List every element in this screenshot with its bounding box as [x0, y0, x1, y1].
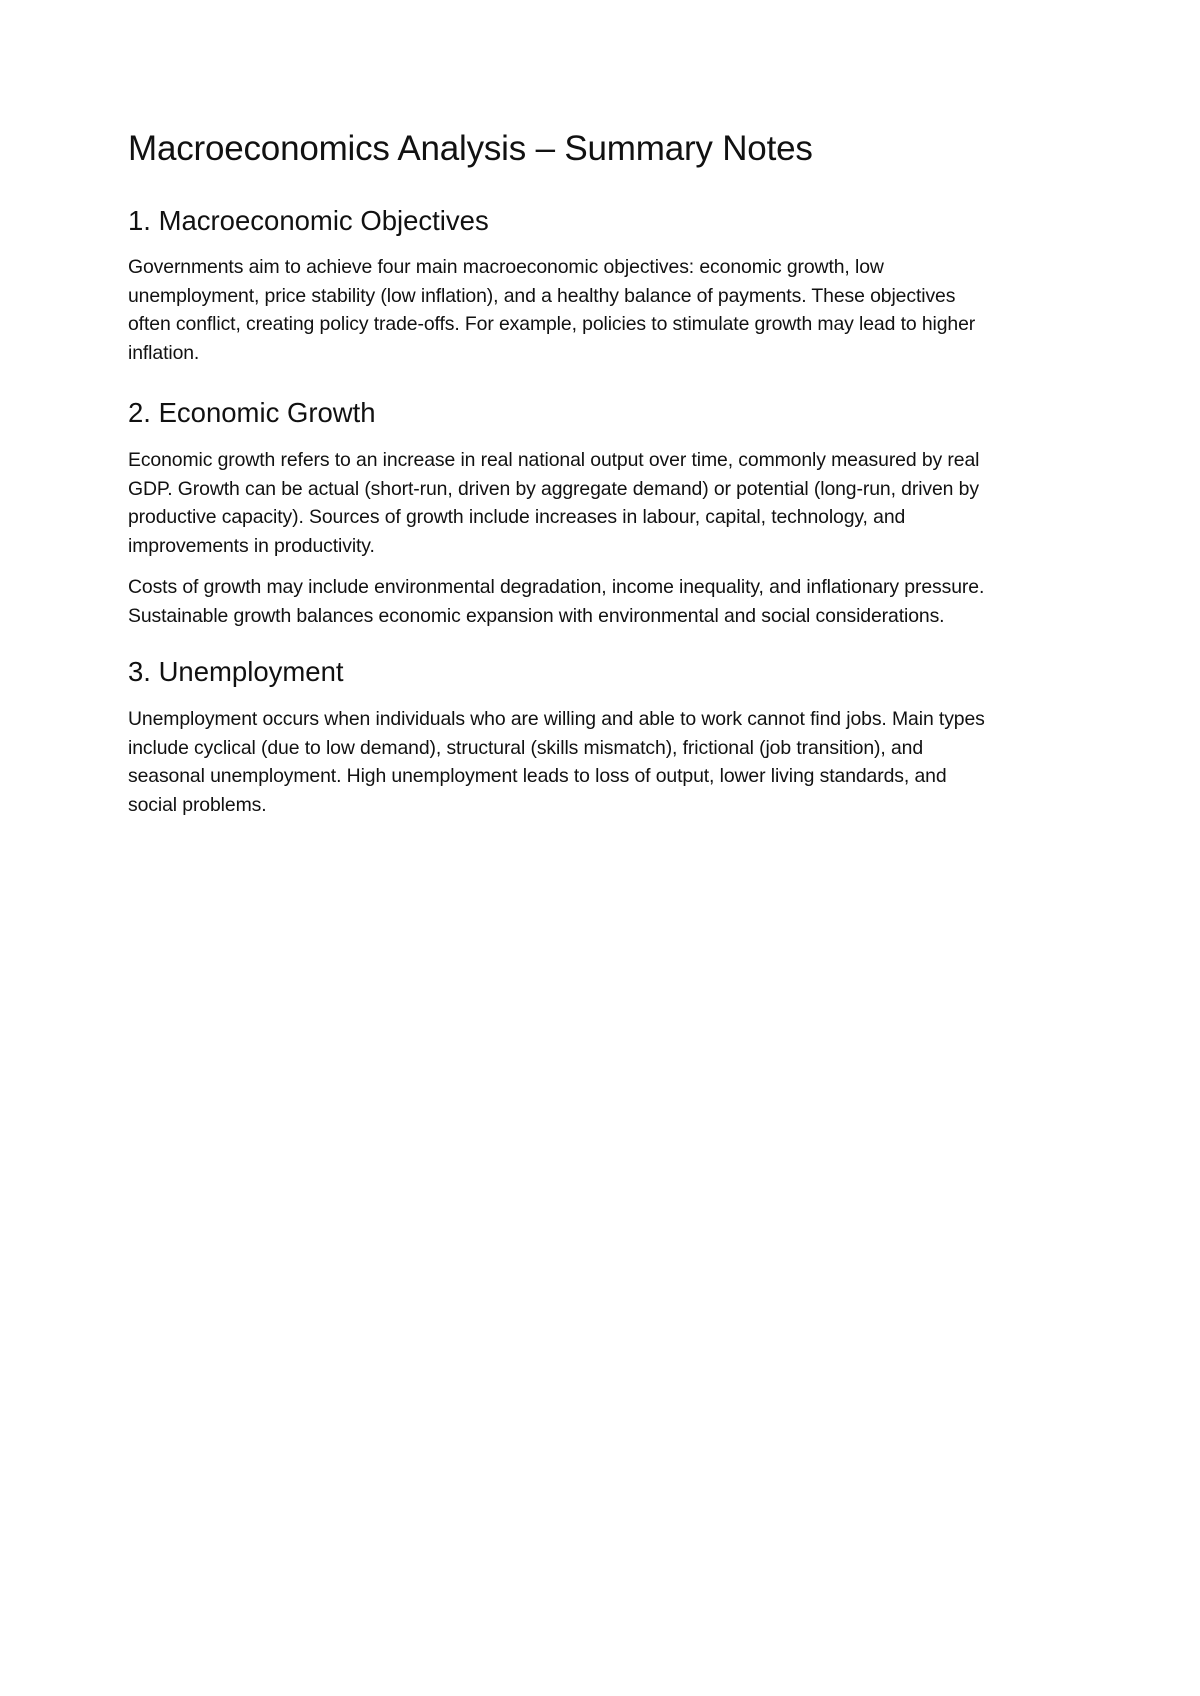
paragraph-objectives — [128, 253, 1092, 367]
paragraph-line: Costs of growth may include environmental degradation, income inequality, and inflationary pressure. — [128, 576, 985, 598]
paragraph-line: inflation. — [128, 341, 200, 364]
paragraph-growth-definition — [128, 446, 1092, 560]
paragraph-line: improvements in productivity. — [128, 534, 375, 557]
paragraph-line: Unemployment occurs when individuals who are willing and able to work cannot find jobs. Main types — [128, 708, 985, 730]
paragraph-line: Governments aim to achieve four main macroeconomic objectives: economic growth, low — [128, 256, 884, 278]
paragraph-line: often conflict, creating policy trade-offs. For example, policies to stimulate growth may lead to higher — [128, 313, 976, 336]
paragraph-line: social problems. — [128, 793, 267, 816]
section-heading-economic-growth: 2. Economic Growth — [128, 397, 376, 428]
paragraph-growth-costs — [128, 573, 1092, 630]
paragraph-line: unemployment, price stability (low inflation), and a healthy balance of payments. These objectives — [128, 284, 956, 307]
paragraph-line: productive capacity). Sources of growth include increases in labour, capital, technology, and — [128, 506, 906, 529]
paragraph-line: GDP. Growth can be actual (short-run, driven by aggregate demand) or potential (long-run, driven by — [128, 477, 979, 500]
paragraph-line: Economic growth refers to an increase in real national output over time, commonly measured by real — [128, 449, 980, 471]
paragraph-line: Sustainable growth balances economic expansion with environmental and social considerations. — [128, 604, 945, 627]
paragraph-unemployment — [128, 705, 1092, 819]
section-heading-macroeconomic-objectives: 1. Macroeconomic Objectives — [128, 205, 489, 236]
document-title: Macroeconomics Analysis – Summary Notes — [128, 129, 813, 168]
paragraph-line: seasonal unemployment. High unemployment leads to loss of output, lower living standards, and — [128, 765, 947, 788]
section-heading-unemployment: 3. Unemployment — [128, 656, 344, 687]
paragraph-line: include cyclical (due to low demand), structural (skills mismatch), frictional (job transition), and — [128, 736, 924, 759]
